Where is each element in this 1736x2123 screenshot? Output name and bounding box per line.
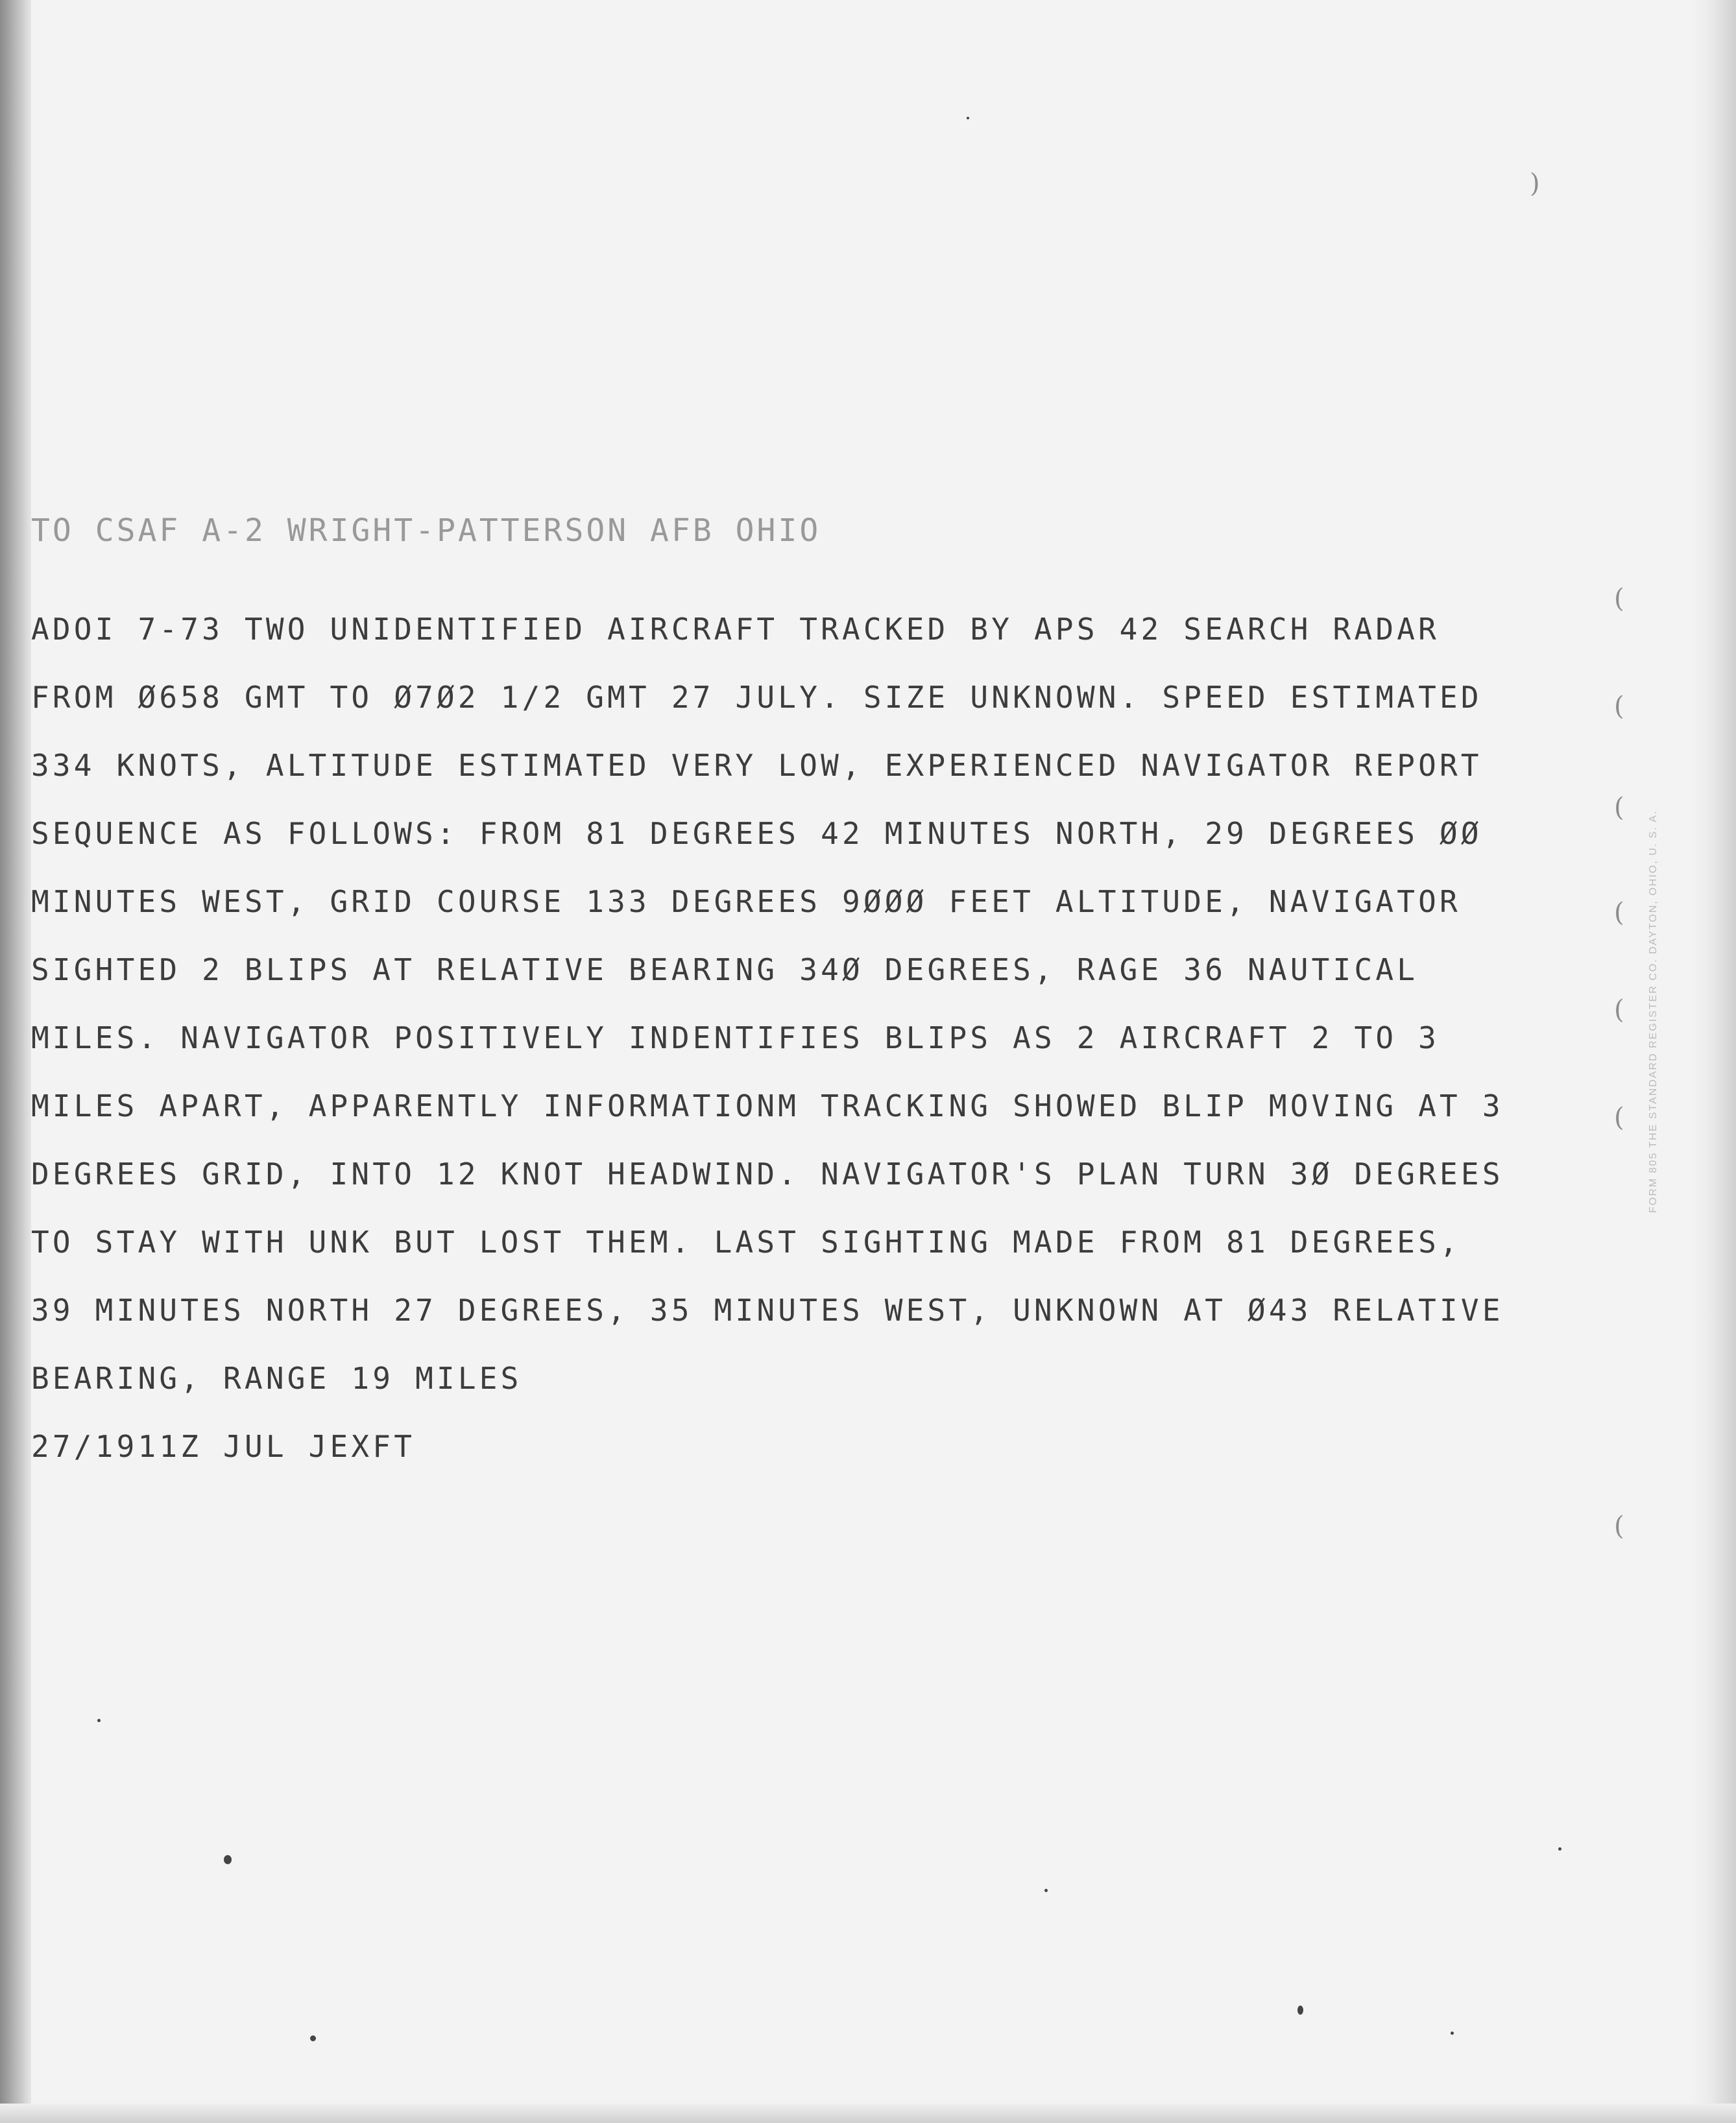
form-feed-hole-mark: ( <box>1614 1103 1624 1133</box>
scan-speck <box>967 117 969 119</box>
form-printer-label: FORM 805 THE STANDARD REGISTER CO. DAYTON, OHIO, U. S. A. <box>1648 810 1659 1213</box>
scan-left-border <box>0 0 31 2123</box>
teletype-message <box>31 595 1504 1481</box>
message-line: MILES APART, APPARENTLY INFORMATIONM TRACKING SHOWED BLIP MOVING AT 3 <box>31 1088 1504 1123</box>
message-line: 39 MINUTES NORTH 27 DEGREES, 35 MINUTES WEST, UNKNOWN AT Ø43 RELATIVE <box>31 1293 1504 1328</box>
cutoff-address-text: TO CSAF A-2 WRIGHT-PATTERSON AFB OHIO <box>31 512 821 549</box>
scan-speck <box>224 1855 232 1864</box>
scan-speck <box>310 2035 316 2041</box>
form-feed-hole-mark: ( <box>1614 793 1624 822</box>
message-line: DEGREES GRID, INTO 12 KNOT HEADWIND. NAVIGATOR'S PLAN TURN 3Ø DEGREES <box>31 1157 1504 1192</box>
form-feed-hole-mark: ( <box>1614 1511 1624 1541</box>
form-feed-hole-mark: ( <box>1614 898 1624 928</box>
scan-speck <box>1297 2006 1303 2015</box>
message-line: MINUTES WEST, GRID COURSE 133 DEGREES 9ØØØ FEET ALTITUDE, NAVIGATOR <box>31 884 1461 919</box>
form-feed-hole-mark: ( <box>1614 691 1624 721</box>
scan-speck <box>1044 1889 1048 1892</box>
message-line: 334 KNOTS, ALTITUDE ESTIMATED VERY LOW, EXPERIENCED NAVIGATOR REPORT <box>31 748 1482 783</box>
scan-right-border <box>1691 0 1736 2123</box>
message-line: FROM Ø658 GMT TO Ø7Ø2 1/2 GMT 27 JULY. SIZE UNKNOWN. SPEED ESTIMATED <box>31 680 1482 715</box>
message-line: TO STAY WITH UNK BUT LOST THEM. LAST SIGHTING MADE FROM 81 DEGREES, <box>31 1225 1461 1260</box>
message-line: SIGHTED 2 BLIPS AT RELATIVE BEARING 34Ø DEGREES, RAGE 36 NAUTICAL <box>31 952 1419 987</box>
cutoff-address-line <box>31 512 862 549</box>
scan-speck <box>1558 1847 1561 1851</box>
scan-speck <box>97 1719 101 1722</box>
scan-bottom-border <box>0 2104 1736 2123</box>
scan-speck <box>1451 2032 1454 2035</box>
date-time-group: 27/1911Z JUL JEXFT <box>31 1429 416 1464</box>
message-line: BEARING, RANGE 19 MILES <box>31 1361 522 1396</box>
message-line: SEQUENCE AS FOLLOWS: FROM 81 DEGREES 42 MINUTES NORTH, 29 DEGREES ØØ <box>31 816 1482 851</box>
form-feed-hole-mark: ) <box>1530 169 1540 198</box>
message-line: MILES. NAVIGATOR POSITIVELY INDENTIFIES BLIPS AS 2 AIRCRAFT 2 TO 3 <box>31 1020 1440 1055</box>
form-feed-hole-mark: ( <box>1614 584 1624 614</box>
message-line: ADOI 7-73 TWO UNIDENTIFIED AIRCRAFT TRACKED BY APS 42 SEARCH RADAR <box>31 612 1440 647</box>
form-feed-hole-mark: ( <box>1614 995 1624 1025</box>
